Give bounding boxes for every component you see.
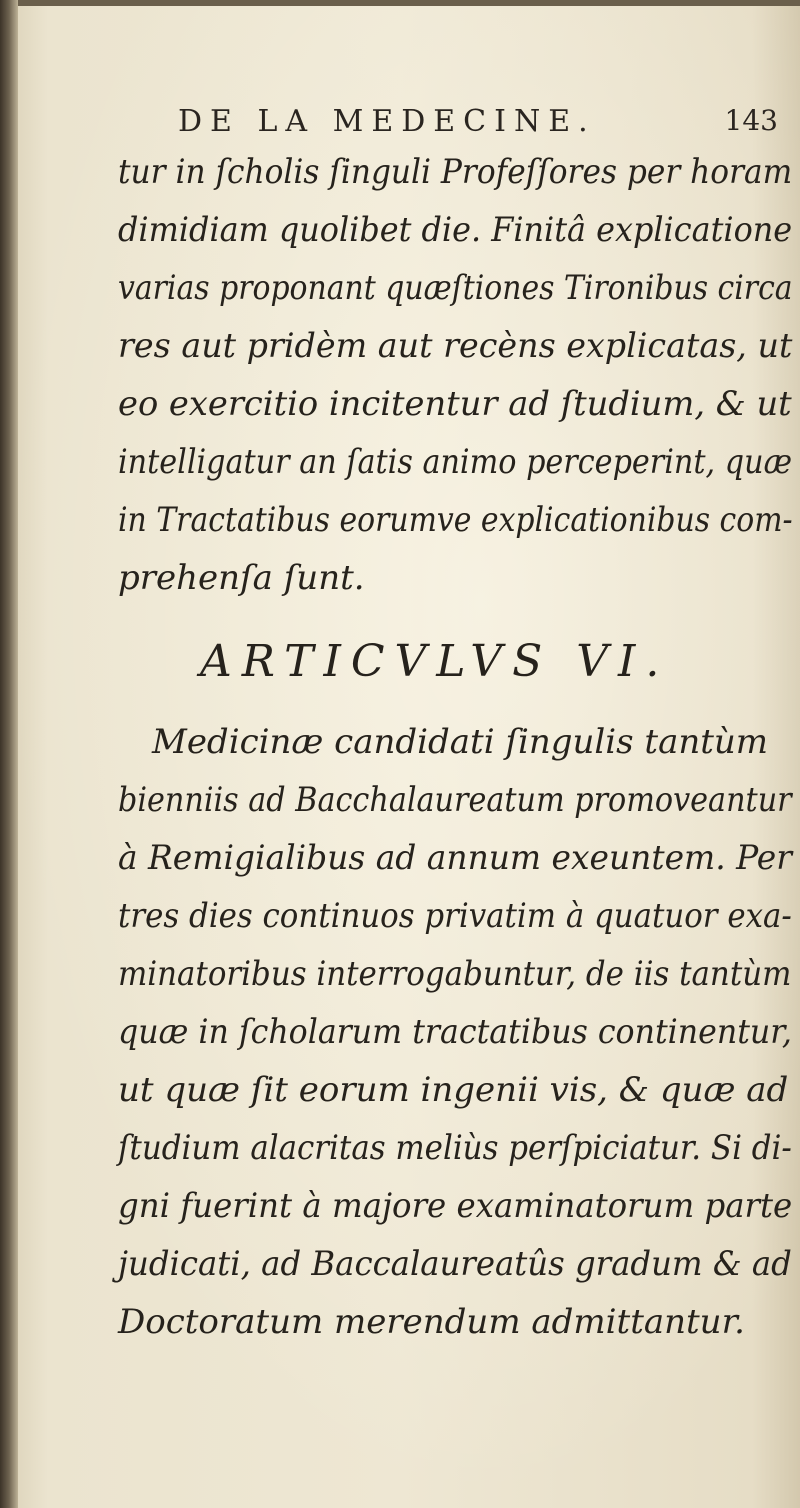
text-line: intelligatur an ſatis animo perceperint, quæ — [118, 442, 792, 482]
page-number: 143 — [724, 104, 778, 137]
text-line: tur in ſcholis ſinguli Profeſſores per horam — [118, 152, 793, 192]
text-line: dimidiam quolibet die. Finitâ explicatione — [118, 210, 793, 250]
text-line: Medicinæ candidati ſingulis tantùm — [152, 722, 769, 762]
article-heading: ARTICVLVS VI. — [200, 636, 670, 687]
page-header — [160, 104, 800, 154]
text-line: bienniis ad Bacchalaureatum promoveantur — [118, 780, 792, 820]
text-line: gni fuerint à majore examinatorum parte — [118, 1186, 793, 1226]
text-line: Doctoratum merendum admittantur. — [118, 1302, 745, 1342]
text-line: quæ in ſcholarum tractatibus continentur, — [118, 1012, 792, 1052]
text-line: in Tractatibus eorumve explicationibus com- — [118, 500, 793, 540]
text-line: varias proponant quæſtiones Tironibus circa — [118, 268, 793, 308]
text-line: res aut pridèm aut recèns explicatas, ut — [118, 326, 793, 366]
page-top-edge — [0, 0, 800, 6]
text-line: judicati, ad Baccalaureatûs gradum & ad — [118, 1244, 792, 1284]
text-line: ut quæ ſit eorum ingenii vis, & quæ ad — [118, 1070, 789, 1110]
text-line: à Remigialibus ad annum exeuntem. Per — [118, 838, 792, 878]
text-line: minatoribus interrogabuntur, de iis tantùm — [118, 954, 792, 994]
text-line: eo exercitio incitentur ad ſtudium, & ut — [118, 384, 792, 424]
book-binding-edge — [0, 0, 18, 1508]
text-line: tres dies continuos privatim à quatuor exa- — [118, 896, 792, 936]
text-line: ſtudium alacritas meliùs perſpiciatur. Si di- — [118, 1128, 792, 1168]
text-line: prehenſa ſunt. — [118, 558, 365, 598]
running-title: DE LA MEDECINE. — [178, 104, 596, 139]
